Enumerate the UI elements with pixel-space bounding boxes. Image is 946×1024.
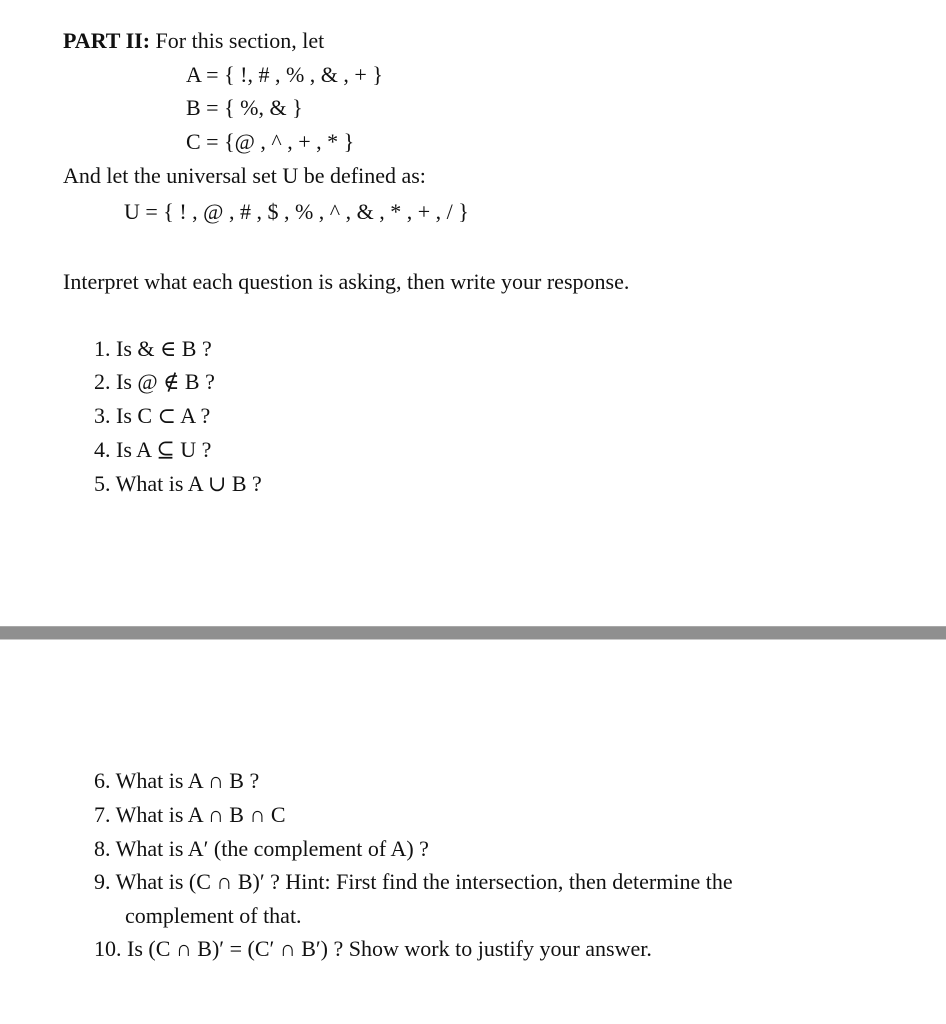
set-b-definition: B = { %, & } xyxy=(186,95,303,120)
question-text: Is (C ∩ B)′ = (C′ ∩ B′) ? Show work to justify your answer. xyxy=(127,936,652,961)
question-1 xyxy=(94,334,212,364)
question-9 xyxy=(94,867,733,897)
question-2 xyxy=(94,367,215,397)
question-10 xyxy=(94,934,652,964)
question-text: What is A ∩ B ∩ C xyxy=(115,802,286,827)
question-8 xyxy=(94,834,429,864)
question-text: What is A ∪ B ? xyxy=(115,471,262,496)
part-heading: PART II: xyxy=(63,28,151,53)
question-7 xyxy=(94,800,286,830)
question-number: 8. xyxy=(94,836,111,861)
question-9-continuation: complement of that. xyxy=(125,903,302,928)
universal-set-definition: U = { ! , @ , # , $ , % , ^ , & , * , + , / } xyxy=(124,199,469,224)
set-c-definition: C = {@ , ^ , + , * } xyxy=(186,129,355,154)
question-number: 3. xyxy=(94,403,111,428)
question-number: 2. xyxy=(94,369,111,394)
question-text: What is (C ∩ B)′ ? Hint: First find the intersection, then determine the xyxy=(115,869,733,894)
question-number: 7. xyxy=(94,802,111,827)
document-page-2 xyxy=(0,640,946,1024)
instruction-text: Interpret what each question is asking, then write your response. xyxy=(63,269,630,294)
question-3 xyxy=(94,401,210,431)
question-6 xyxy=(94,766,259,796)
universal-set-intro: And let the universal set U be defined as: xyxy=(63,163,426,188)
question-number: 6. xyxy=(94,768,111,793)
question-text: Is A ⊆ U ? xyxy=(116,437,212,462)
set-a-definition: A = { !, # , % , & , + } xyxy=(186,62,383,87)
question-text: Is @ ∉ B ? xyxy=(116,369,215,394)
question-4 xyxy=(94,435,211,465)
question-5 xyxy=(94,469,262,499)
question-text: What is A ∩ B ? xyxy=(115,768,260,793)
question-number: 1. xyxy=(94,336,111,361)
question-number: 5. xyxy=(94,471,111,496)
question-number: 9. xyxy=(94,869,111,894)
question-number: 4. xyxy=(94,437,111,462)
part-heading-line xyxy=(63,26,324,56)
question-text: Is C ⊂ A ? xyxy=(116,403,211,428)
question-text: Is & ∈ B ? xyxy=(116,336,212,361)
page-separator xyxy=(0,626,946,640)
question-number: 10. xyxy=(94,936,122,961)
part-intro: For this section, let xyxy=(150,28,325,53)
question-text: What is A′ (the complement of A) ? xyxy=(115,836,429,861)
